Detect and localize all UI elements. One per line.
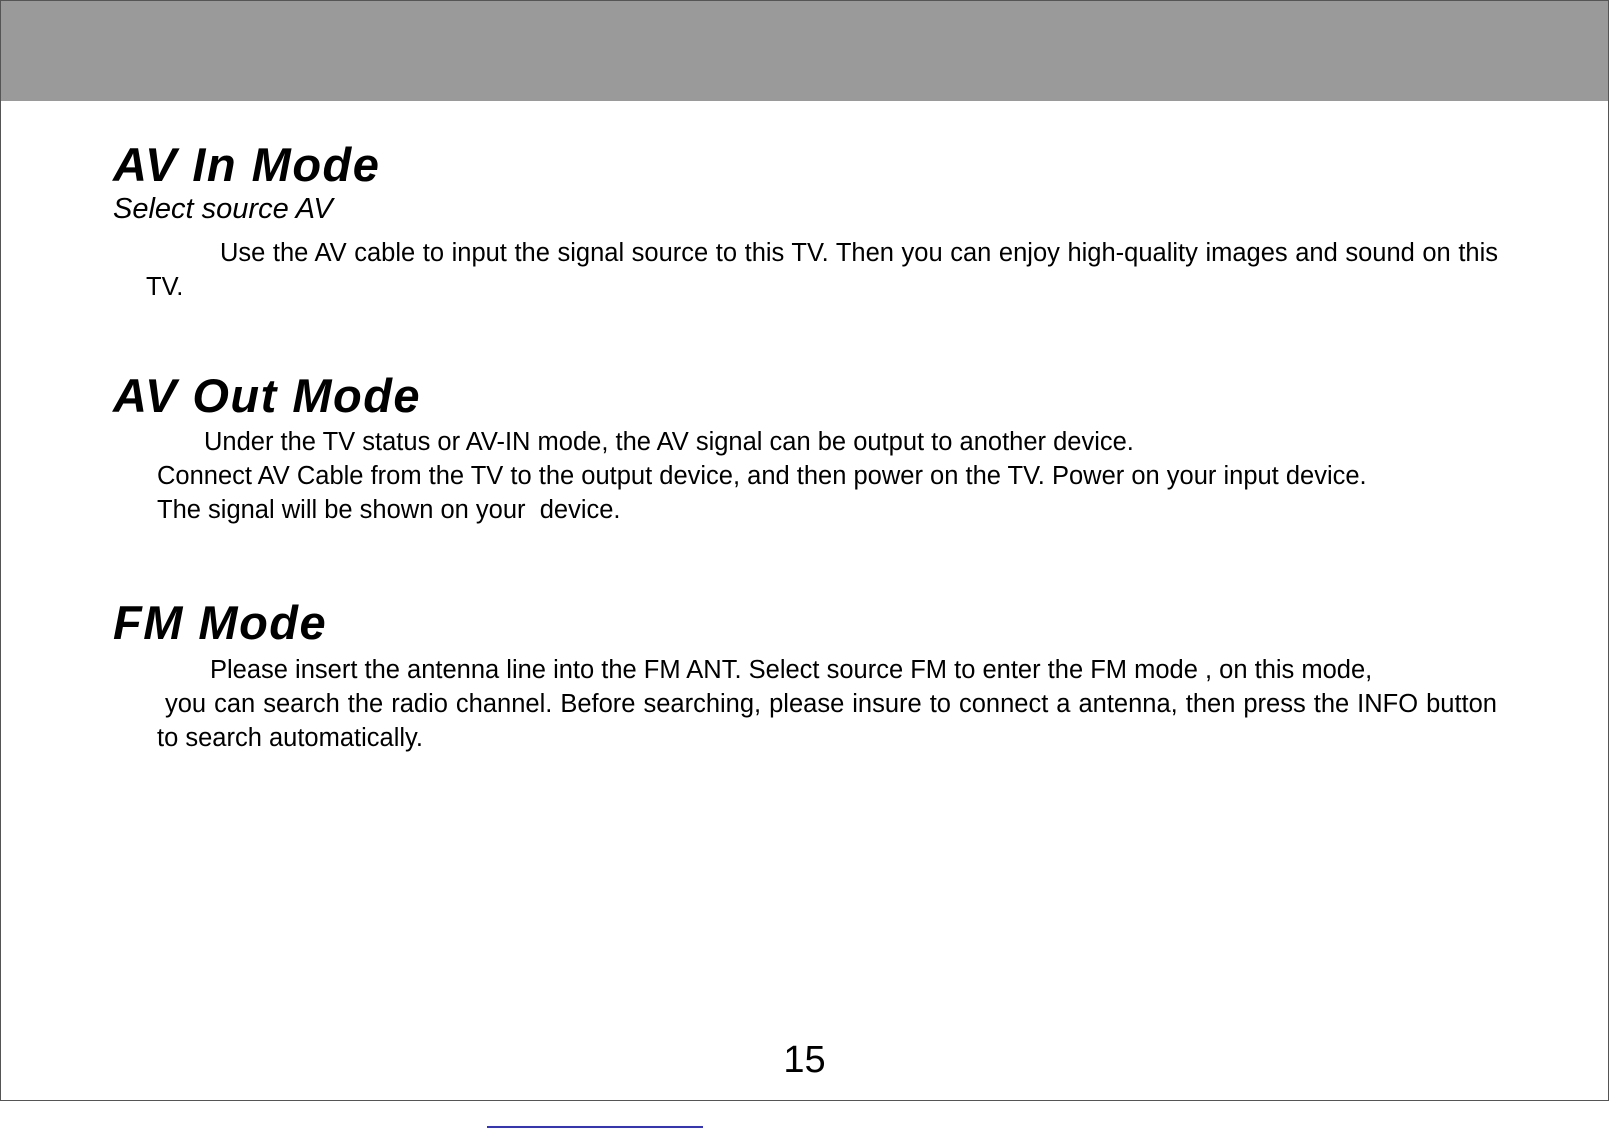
fm-line-1: Please insert the antenna line into the FM ANT. Select source FM to enter the FM mode , on this mode, [210,656,1373,684]
fm-paragraph-rest: you can search the radio channel. Before searching, please insure to connect a antenna, then press the INFO button to search automatically. [157,690,1497,752]
av-out-line-2: Connect AV Cable from the TV to the output device, and then power on the TV. Power on your input device. [157,462,1367,490]
section-title-av-out: AV Out Mode [113,369,422,422]
av-out-line-3: The signal will be shown on your device. [157,496,621,524]
section-title-fm: FM Mode [113,596,328,649]
subheading-select-source-av: Select source AV [113,193,333,225]
av-out-line-1: Under the TV status or AV-IN mode, the AV signal can be output to another device. [204,428,1134,456]
page-number: 15 [783,1039,826,1081]
av-in-paragraph: Use the AV cable to input the signal source to this TV. Then you can enjoy high-quality images and sound on this TV. [146,239,1498,301]
header-band [1,1,1608,101]
section-title-av-in: AV In Mode [113,138,381,191]
